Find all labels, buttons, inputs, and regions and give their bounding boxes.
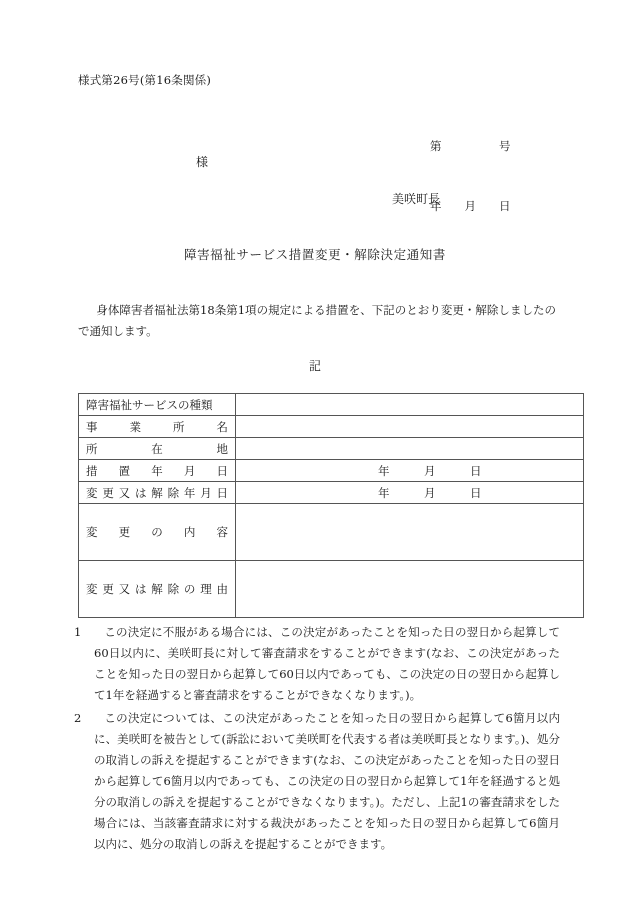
table-row <box>79 438 584 460</box>
row-label: 変 更 の 内 容 <box>86 525 228 539</box>
note-item <box>72 708 560 855</box>
table-row <box>79 394 584 416</box>
row-value-cell[interactable] <box>236 561 584 618</box>
table-row <box>79 504 584 561</box>
note-item <box>72 622 560 706</box>
lead-paragraph <box>78 300 556 342</box>
table-row <box>79 460 584 482</box>
addressee-honorific: 様 <box>196 155 209 169</box>
row-label-cell <box>79 482 236 504</box>
table-row <box>79 482 584 504</box>
lead-paragraph-text: 身体障害者福祉法第18条第1項の規定による措置を、下記のとおり変更・解除しましたので通知します。 <box>78 303 556 338</box>
note-text: この決定に不服がある場合には、この決定があったことを知った日の翌日から起算して60日以内に、美咲町長に対して審査請求をすることができます(なお、この決定があったことを知った日の翌日から起算して60日以内であっても、この決定の日の翌日から起算して1年を経過すると審査請求をすることができなくなります。)。 <box>94 625 560 702</box>
row-value-cell[interactable] <box>236 438 584 460</box>
row-label-cell <box>79 460 236 482</box>
document-meta-block <box>430 96 511 256</box>
ki-mark: 記 <box>308 359 321 373</box>
note-marker: 1 <box>74 625 82 639</box>
row-label: 所 在 地 <box>86 441 228 456</box>
row-value-cell[interactable] <box>236 460 584 482</box>
row-label-cell <box>79 561 236 618</box>
row-label-cell <box>79 394 236 416</box>
notification-details-table <box>78 393 584 618</box>
document-date-line: 年 月 日 <box>430 199 511 213</box>
row-label: 変 更 又 は 解 除 の 理 由 <box>86 582 228 596</box>
row-label: 措 置 年 月 日 <box>86 463 228 478</box>
note-text: この決定については、この決定があったことを知った日の翌日から起算して6箇月以内に、美咲町を被告として(訴訟において美咲町を代表する者は美咲町長となります。)、処分の取消しの訴えを提起することができます(なお、この決定があったことを知った日の翌日から起算して6箇月以内であっても、この決定の日の翌日から起算して1年を経過すると処分の取消しの訴えを提起することができなくなります。)。ただし、上記1の審査請求をした場合には、当該審査請求に対する裁決があったことを知った日の翌日から起算して6箇月以内に、処分の取消しの訴えを提起することができます。 <box>94 711 560 851</box>
row-value-cell[interactable] <box>236 504 584 561</box>
row-value-cell[interactable] <box>236 394 584 416</box>
row-value-cell[interactable] <box>236 482 584 504</box>
table-body <box>79 394 584 618</box>
row-value: 年 月 日 <box>378 485 482 500</box>
form-number: 様式第26号(第16条関係) <box>78 73 212 87</box>
row-label: 事 業 所 名 <box>86 419 228 434</box>
notes-section <box>72 622 560 857</box>
table-row <box>79 416 584 438</box>
row-value: 年 月 日 <box>378 463 482 478</box>
row-label-cell <box>79 416 236 438</box>
row-label-cell <box>79 438 236 460</box>
table-row <box>79 561 584 618</box>
row-label: 変 更 又 は 解 除 年 月 日 <box>86 485 228 500</box>
row-value-cell[interactable] <box>236 416 584 438</box>
document-number-line: 第 号 <box>430 139 511 153</box>
row-label-cell <box>79 504 236 561</box>
note-marker: 2 <box>74 711 82 725</box>
page-title: 障害福祉サービス措置変更・解除決定通知書 <box>183 247 446 262</box>
row-label: 障害福祉サービスの種類 <box>86 397 213 412</box>
issuer-name: 美咲町長 <box>392 192 441 206</box>
